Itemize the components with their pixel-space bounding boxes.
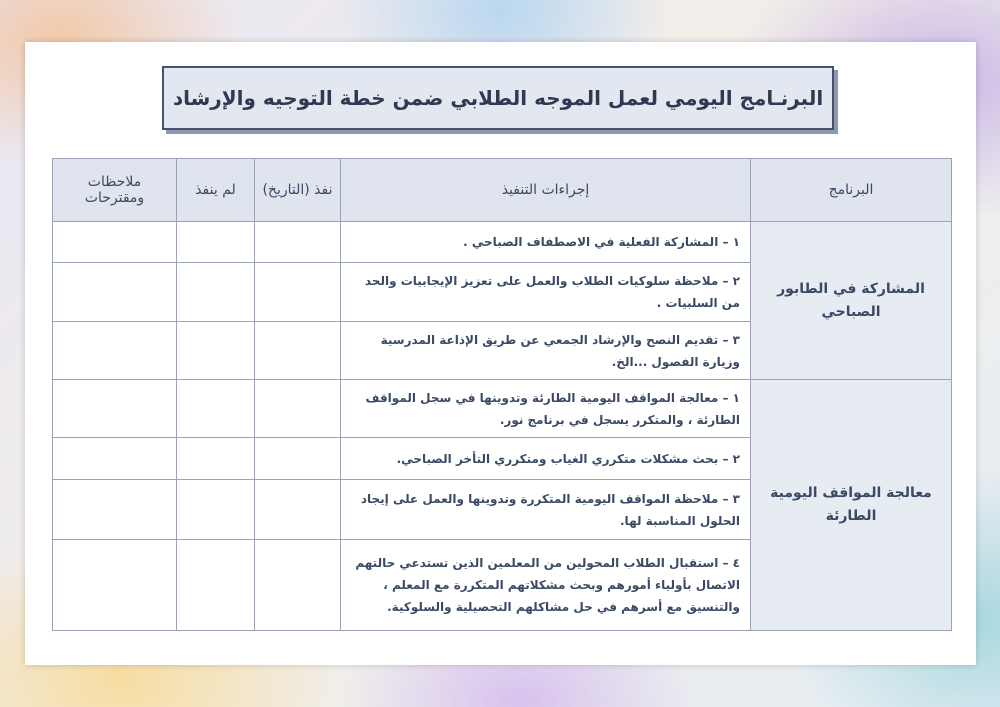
page-title: البرنـامج اليومي لعمل الموجه الطلابي ضمن خطة التوجيه والإرشاد — [162, 66, 834, 130]
not-executed-cell[interactable] — [177, 222, 255, 263]
header-program: البرنامج — [751, 159, 952, 222]
notes-cell[interactable] — [53, 438, 177, 480]
not-executed-cell[interactable] — [177, 540, 255, 631]
executed-date-cell[interactable] — [255, 380, 341, 438]
executed-date-cell[interactable] — [255, 322, 341, 380]
not-executed-cell[interactable] — [177, 438, 255, 480]
not-executed-cell[interactable] — [177, 380, 255, 438]
not-executed-cell[interactable] — [177, 480, 255, 540]
program-table — [52, 158, 952, 631]
procedure-cell: ٣ – تقديم النصح والإرشاد الجمعي عن طريق الإذاعة المدرسية وزيارة الفصول ...الخ. — [341, 322, 751, 380]
program-cell-morning-queue: المشاركة في الطابور الصباحي — [751, 222, 952, 380]
notes-cell[interactable] — [53, 222, 177, 263]
not-executed-cell[interactable] — [177, 322, 255, 380]
executed-date-cell[interactable] — [255, 222, 341, 263]
notes-cell[interactable] — [53, 322, 177, 380]
procedure-cell: ٢ – ملاحظة سلوكيات الطلاب والعمل على تعزيز الإيجابيات والحد من السلبيات . — [341, 263, 751, 322]
procedure-cell: ١ – معالجة المواقف اليومية الطارئة وتدوينها في سجل المواقف الطارئة ، والمتكرر يسجل في برنامج نور. — [341, 380, 751, 438]
procedure-cell: ٤ – استقبال الطلاب المحولين من المعلمين الذين تستدعي حالتهم الاتصال بأولياء أمورهم وبحث مشكلاتهم المتكررة مع المعلم ، والتنسيق مع أسرهم في حل مشاكلهم التحصيلية والسلوكية. — [341, 540, 751, 631]
table-row — [53, 380, 952, 438]
executed-date-cell[interactable] — [255, 263, 341, 322]
notes-cell[interactable] — [53, 540, 177, 631]
notes-cell[interactable] — [53, 380, 177, 438]
notes-cell[interactable] — [53, 480, 177, 540]
not-executed-cell[interactable] — [177, 263, 255, 322]
table-header-row — [53, 159, 952, 222]
header-not-executed: لم ينفذ — [177, 159, 255, 222]
executed-date-cell[interactable] — [255, 540, 341, 631]
notes-cell[interactable] — [53, 263, 177, 322]
procedure-cell: ٣ – ملاحظة المواقف اليومية المتكررة وتدوينها والعمل على إيجاد الحلول المناسبة لها. — [341, 480, 751, 540]
program-cell-daily-incidents: معالجة المواقف اليومية الطارئة — [751, 380, 952, 631]
header-executed: نفذ (التاريخ) — [255, 159, 341, 222]
executed-date-cell[interactable] — [255, 480, 341, 540]
procedure-cell: ١ – المشاركة الفعلية في الاصطفاف الصباحي . — [341, 222, 751, 263]
header-notes: ملاحظات ومقترحات — [53, 159, 177, 222]
header-procedures: إجراءات التنفيذ — [341, 159, 751, 222]
executed-date-cell[interactable] — [255, 438, 341, 480]
table-row — [53, 222, 952, 263]
procedure-cell: ٢ – بحث مشكلات متكرري الغياب ومتكرري التأخر الصباحي. — [341, 438, 751, 480]
